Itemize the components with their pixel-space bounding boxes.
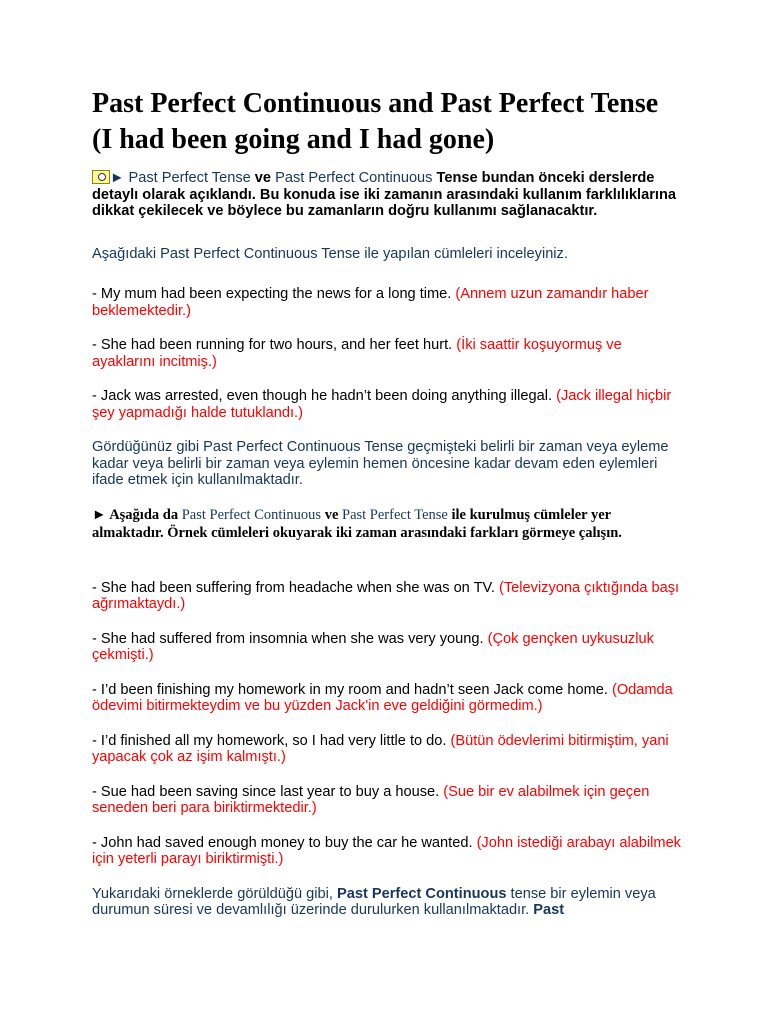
example-item [92,682,682,715]
lead2-rest: ile kurulmuş cümleler yer almaktadır. Örnek cümleleri okuyarak iki zaman arasındaki farkları görmeye çalışın. [92,506,622,541]
link-past-perfect-continuous-2[interactable]: Past Perfect Continuous [181,506,322,523]
final-bold-term: Past Perfect Continuous [337,885,507,902]
examples-group-2 [92,580,682,868]
example-en: - She had suffered from insomnia when she was very young. [92,630,488,647]
example-item [92,337,682,370]
example-tr: (Odamda ödevimi bitirmekteydim ve bu yüzden Jack'in eve geldiğini görmedim.) [92,681,673,714]
example-tr: (John istediği arabayı alabilmek için yeterli parayı biriktirmişti.) [92,834,681,867]
link-past-perfect-tense[interactable]: Past Perfect Tense [128,170,251,186]
example-item [92,286,682,319]
examples-group-1 [92,286,682,421]
intro-ve: ve [250,170,276,186]
lead2-ve: ve [321,506,343,523]
example-en: - She had been running for two hours, and her feet hurt. [92,337,457,353]
example-item [92,631,682,664]
final-bold-past: Past [533,902,565,918]
example-item [92,835,682,868]
intro-paragraph [92,170,682,220]
page-title: Past Perfect Continuous and Past Perfect Tense (I had been going and I had gone) [92,88,659,155]
example-tr: (Televizyona çıktığında başı ağrımaktaydı.) [92,579,680,612]
example-en: - John had saved enough money to buy the car he wanted. [92,834,477,851]
example-item [92,388,682,421]
example-en: - She had been suffering from headache when she was on TV. [92,579,500,596]
example-en: - Sue had been saving since last year to buy a house. [92,783,444,800]
explanation-paragraph: Gördüğünüz gibi Past Perfect Continuous Tense geçmişteki belirli bir zaman veya eyleme kadar veya belirli bir zaman veya eylemin hemen öncesine kadar devam eden eylemleri ifade etmek için kullanılmaktadır. [92,439,669,488]
example-item [92,784,682,817]
example-tr: (Sue bir ev alabilmek için geçen seneden beri para biriktirmektedir.) [92,783,650,816]
arrow-icon: ► [92,506,110,523]
example-item [92,580,682,613]
example-tr: (Annem uzun zamandır haber beklemektedir.) [92,286,649,319]
intro-rest: Tense bundan önceki derslerde detaylı olarak açıklandı. Bu konuda ise iki zamanın arasındaki kullanım farklılıklarına dikkat çekilecek ve böylece bu zamanların doğru kullanımı sağlanacaktır. [92,170,676,219]
arrow-icon: ► [110,170,125,186]
example-tr: (Bütün ödevlerimi bitirmiştim, yani yapacak çok az işim kalmıştı.) [92,732,669,765]
example-tr: (Jack illegal hiçbir şey yapmadığı halde tutuklandı.) [92,388,672,421]
example-en: - I’d finished all my homework, so I had very little to do. [92,732,451,749]
lead-paragraph-1: Aşağıdaki Past Perfect Continuous Tense ile yapılan cümleleri inceleyiniz. [92,245,568,262]
link-past-perfect-continuous[interactable]: Past Perfect Continuous [275,170,433,186]
example-item [92,733,682,766]
document-page [92,86,682,919]
lead2-a: Aşağıda da [109,506,182,523]
example-en: - My mum had been expecting the news for a long time. [92,286,456,302]
example-tr: (Çok gençken uykusuzluk çekmişti.) [92,630,654,663]
final-a: Yukarıdaki örneklerde görüldüğü gibi, [92,885,338,902]
lead-paragraph-2 [92,506,682,542]
document-icon [92,170,110,184]
example-tr: (İki saattir koşuyormuş ve ayaklarını incitmiş.) [92,337,622,370]
final-paragraph [92,886,682,919]
example-en: - Jack was arrested, even though he hadn’t been doing anything illegal. [92,388,557,404]
final-c: tense bir eylemin veya durumun süresi ve devamlılığı üzerinde durulurken kullanılmaktadır. [92,885,656,918]
link-past-perfect-tense-2[interactable]: Past Perfect Tense [342,506,448,523]
example-en: - I’d been finishing my homework in my room and hadn’t seen Jack come home. [92,681,612,698]
